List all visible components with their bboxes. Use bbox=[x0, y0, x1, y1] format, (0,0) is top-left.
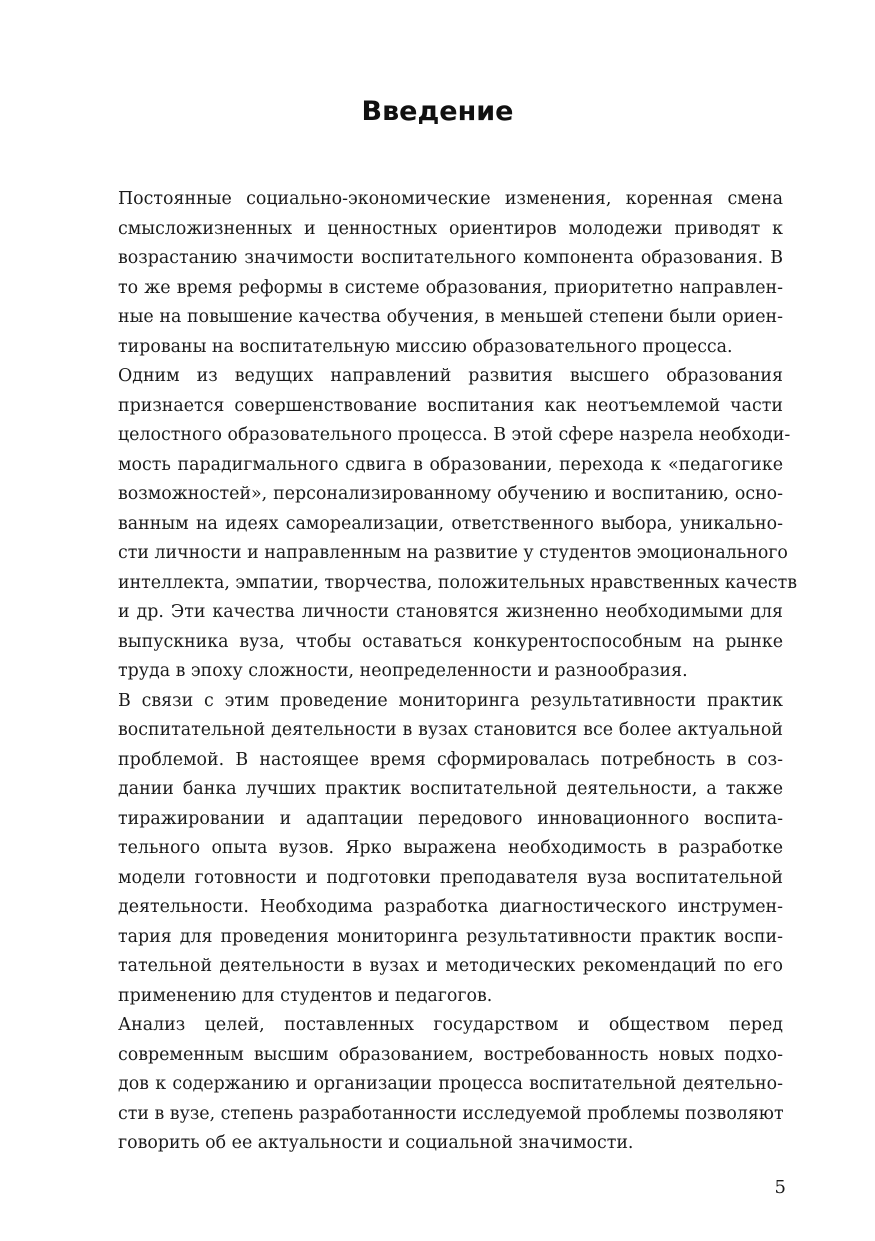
text-line: мость парадигмального сдвига в образовании, перехода к «педагогике bbox=[118, 454, 783, 475]
text-line: целостного образовательного процесса. В этой сфере назрела необходи- bbox=[118, 425, 791, 445]
text-line: тельного опыта вузов. Ярко выражена необходимость в разработке bbox=[118, 838, 783, 858]
text-line: В связи с этим проведение мониторинга результативности практик bbox=[118, 690, 783, 711]
text-line: тированы на воспитательную миссию образовательного процесса. bbox=[118, 336, 733, 357]
text-line: сти личности и направленным на развитие у студентов эмоционального bbox=[118, 543, 788, 563]
text-line: ванным на идеях самореализации, ответственного выбора, уникально- bbox=[118, 513, 783, 534]
text-line: Одним из ведущих направлений развития высшего образования bbox=[118, 366, 783, 386]
text-line: Постоянные социально-экономические изменения, коренная смена bbox=[118, 189, 783, 209]
text-line: возрастанию значимости воспитательного компонента образования. В bbox=[118, 248, 783, 268]
text-line: ные на повышение качества обучения, в меньшей степени были ориен- bbox=[118, 307, 783, 327]
text-line: тария для проведения мониторинга результативности практик воспи- bbox=[118, 926, 783, 947]
text-line: выпускника вуза, чтобы оставаться конкурентоспособным на рынке bbox=[118, 631, 783, 652]
body-text bbox=[89, 185, 798, 1159]
text-line: применению для студентов и педагогов. bbox=[118, 985, 493, 1006]
text-line: признается совершенствование воспитания как неотъемлемой части bbox=[118, 395, 783, 416]
text-line: тиражировании и адаптации передового инновационного воспита- bbox=[118, 808, 783, 829]
text-line: деятельности. Необходима разработка диагностического инструмен- bbox=[118, 897, 783, 917]
text-line: тательной деятельности в вузах и методических рекомендаций по его bbox=[118, 956, 783, 976]
text-line: и др. Эти качества личности становятся жизненно необходимыми для bbox=[118, 602, 783, 622]
text-line: дов к содержанию и организации процесса воспитательной деятельно- bbox=[118, 1074, 783, 1094]
page-title: Введение bbox=[361, 96, 514, 127]
paragraph bbox=[89, 687, 783, 1012]
text-line: смысложизненных и ценностных ориентиров молодежи приводят к bbox=[118, 218, 783, 239]
paragraph bbox=[89, 1011, 783, 1159]
text-line: модели готовности и подготовки преподавателя вуза воспитательной bbox=[118, 867, 783, 888]
text-line: говорить об ее актуальности и социальной значимости. bbox=[118, 1133, 634, 1153]
text-line: интеллекта, эмпатии, творчества, положительных нравственных качеств bbox=[118, 572, 798, 593]
text-line: дании банка лучших практик воспитательной деятельности, а также bbox=[118, 779, 783, 799]
paragraph bbox=[89, 362, 798, 687]
text-line: воспитательной деятельности в вузах становится все более актуальной bbox=[118, 720, 783, 740]
text-line: то же время реформы в системе образования, приоритетно направлен- bbox=[118, 277, 783, 298]
text-line: Анализ целей, поставленных государством и обществом перед bbox=[118, 1015, 783, 1035]
page-number: 5 bbox=[774, 1177, 786, 1198]
text-line: возможностей», персонализированному обучению и воспитанию, осно- bbox=[118, 484, 783, 504]
text-line: сти в вузе, степень разработанности исследуемой проблемы позволяют bbox=[118, 1103, 784, 1124]
text-line: труда в эпоху сложности, неопределенности и разнообразия. bbox=[118, 661, 688, 681]
text-line: современным высшим образованием, востребованность новых подхо- bbox=[118, 1044, 783, 1065]
text-line: проблемой. В настоящее время сформировалась потребность в соз- bbox=[118, 749, 783, 770]
paragraph bbox=[89, 185, 783, 362]
